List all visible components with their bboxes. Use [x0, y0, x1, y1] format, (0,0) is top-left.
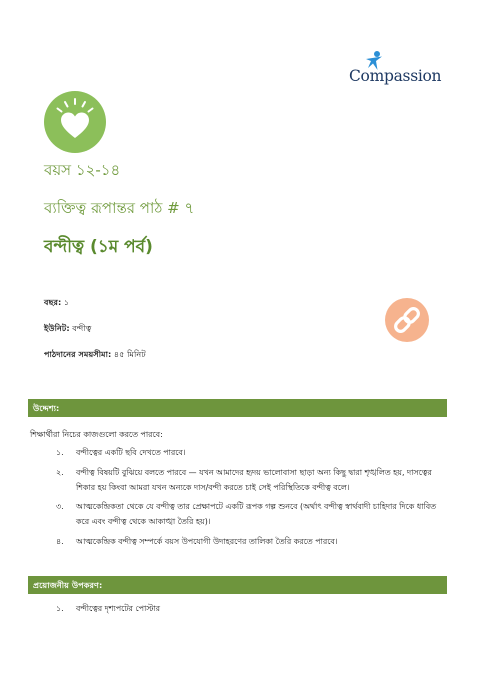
list-number: ১. — [56, 448, 64, 457]
list-item — [0, 601, 441, 616]
list-number: ১. — [56, 604, 64, 613]
meta-time-label: পাঠদানের সময়সীমা: — [44, 349, 112, 359]
heart-badge — [44, 91, 106, 153]
age-range: বয়স ১২-১৪ — [44, 161, 121, 179]
meta-year-value: ১ — [63, 297, 70, 307]
list-number: ৩. — [56, 502, 64, 511]
list-text: বন্দীত্বের একটি ছবি দেখতে পারবে। — [76, 448, 186, 457]
chain-link-icon — [385, 298, 429, 342]
list-number: ২. — [56, 467, 64, 477]
list-text: আত্মকেন্দ্রিকতা থেকে যে বন্দীত্ব তার প্রেক্ষাপটে একটি রূপক গল্প শুনবে (অর্থাৎ বন্দীত্ব স্বার্থবাদী চাহিদার দিকে ধাবিত করে এবং বন্দীত্ব থেকে আকাঙ্খা তৈরি হয়)। — [76, 502, 437, 526]
link-badge — [385, 298, 429, 342]
meta-year-label: বছর: — [44, 297, 62, 307]
compassion-logo — [349, 50, 449, 90]
list-item — [0, 465, 441, 495]
list-number: ৪. — [56, 536, 64, 546]
meta-unit — [44, 323, 92, 336]
list-item — [0, 499, 441, 529]
meta-time-value: ৪৫ মিনিট — [113, 349, 146, 359]
meta-unit-label: ইউনিট: — [44, 323, 70, 333]
objectives-heading: উদ্দেশ্য: — [28, 399, 447, 417]
list-item — [0, 534, 441, 549]
heart-icon — [44, 91, 106, 153]
meta-unit-value: বন্দীত্ব — [72, 323, 92, 333]
meta-time — [44, 349, 146, 362]
meta-year — [44, 297, 69, 310]
materials-heading: প্রয়োজনীয় উপকরণ: — [28, 576, 447, 594]
materials-list — [0, 601, 441, 616]
series-title: ব্যক্তিত্ব রূপান্তর পাঠ # ৭ — [44, 199, 195, 217]
lesson-title: বন্দীত্ব (১ম পর্ব) — [44, 237, 153, 257]
objectives-intro: শিক্ষার্থীরা নিচের কাজগুলো করতে পারবে: — [30, 430, 163, 439]
list-text: আত্মকেন্দ্রিক বন্দীত্ব সম্পর্কে বয়স উপযোগী উদাহরণের তালিকা তৈরি করতে পারবে। — [76, 536, 338, 546]
objectives-list — [0, 445, 441, 553]
logo-text: Compassion — [349, 67, 442, 85]
list-text: বন্দীত্ব বিষয়টি বুঝিয়ে বলতে পারবে — যখন আমাদের হৃদয় ভালোবাসা ছাড়া অন্য কিছু দ্বারা শৃঙ্খলিত হয়, দাসত্বের শিকার হয় কিংবা আমরা যখন অন্যকে দাস/বন্দী করতে চাই সেই পরিস্থিতিকে বন্দীত্ব বলে। — [76, 467, 432, 492]
list-text: বন্দীত্বের দৃশ্যপটের পোস্টার — [76, 604, 161, 613]
list-item — [0, 445, 441, 460]
